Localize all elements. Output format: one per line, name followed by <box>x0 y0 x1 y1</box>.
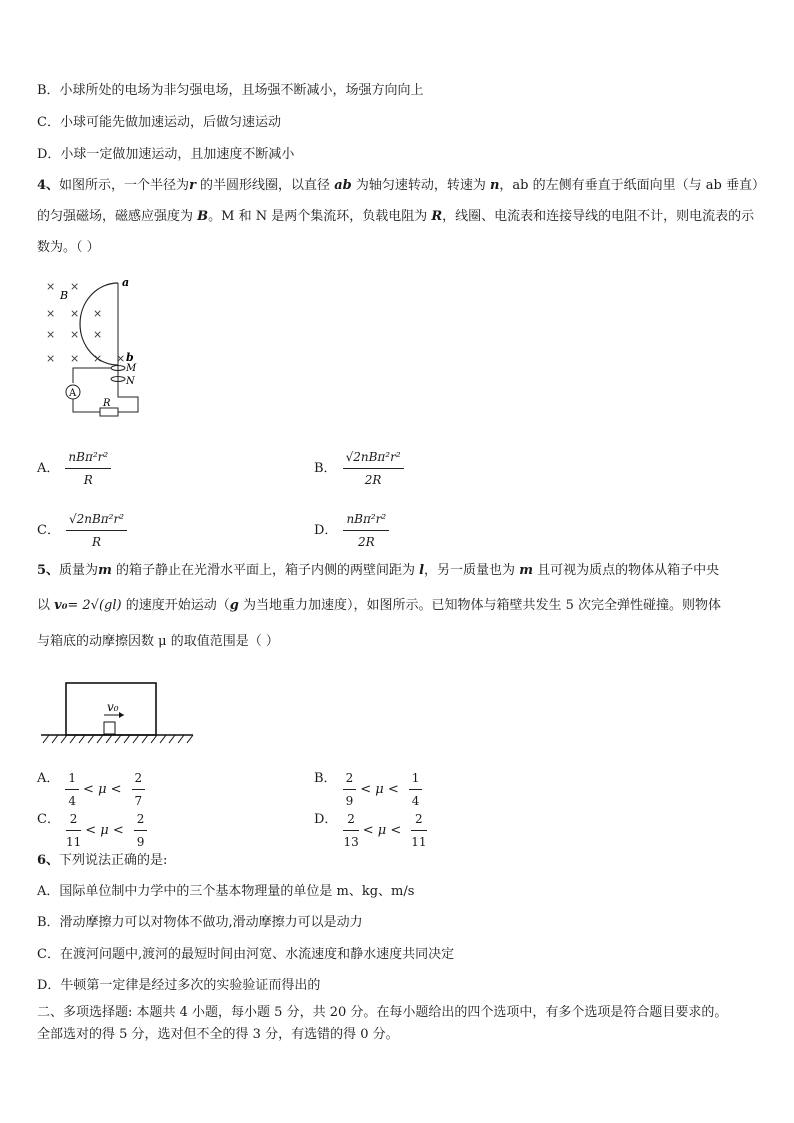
q6-option-c: C．在渡河问题中,渡河的最短时间由河宽、水流速度和静水速度共同决定 <box>37 947 455 962</box>
q6-stem: 6、下列说法正确的是: <box>37 853 168 868</box>
cross-mark: × <box>93 307 103 320</box>
cross-mark: × <box>116 352 126 365</box>
label-b: b <box>126 351 134 364</box>
section2-line1: 二、多项选择题: 本题共 4 小题，每小题 5 分，共 20 分。在每小题给出的四个选项中，有多个选项是符合题目要求的。 <box>37 1005 728 1020</box>
q4-figure <box>38 275 148 425</box>
label-N: N <box>126 376 135 387</box>
label-R: R <box>103 398 111 409</box>
label-B: B <box>60 289 69 302</box>
label-a: a <box>122 276 130 289</box>
cross-mark: × <box>70 328 80 341</box>
q4-option-d: D． $\frac{\text{nBπ²r²}}{2R}$ <box>314 509 389 552</box>
label-A: A <box>69 388 77 399</box>
label-M: M <box>126 363 137 374</box>
q3-option-c: C．小球可能先做加速运动，后做匀速运动 <box>37 115 281 130</box>
q4-number: 4、 <box>37 178 60 193</box>
cross-mark: × <box>46 352 56 365</box>
q6-option-b: B．滑动摩擦力可以对物体不做功,滑动摩擦力可以是动力 <box>37 915 363 930</box>
cross-mark: × <box>46 307 56 320</box>
q6-option-d: D．牛顿第一定律是经过多次的实验验证而得出的 <box>37 978 321 993</box>
q5-stem-line1: 5、质量为m 的箱子静止在光滑水平面上，箱子内侧的两壁间距为 l，另一质量也为 m 且可视为质点的物体从箱子中央 <box>37 563 720 578</box>
small-block <box>104 722 115 734</box>
q5-stem-line3: 与箱底的动摩擦因数 μ 的取值范围是（ ） <box>37 634 279 649</box>
cross-mark: × <box>46 328 56 341</box>
q5-figure <box>38 678 196 746</box>
cross-mark: × <box>70 352 80 365</box>
v0-label: v₀ <box>107 700 119 714</box>
cross-mark: × <box>93 328 103 341</box>
q4-option-a: A． $\frac{\text{nBπ²r²}}{R}$ <box>37 447 111 490</box>
q3-option-b: B．小球所处的电场为非匀强电场，且场强不断减小，场强方向向上 <box>37 83 424 98</box>
section2-line2: 全部选对的得 5 分，选对但不全的得 3 分，有选错的得 0 分。 <box>37 1027 399 1042</box>
cross-mark: × <box>70 307 80 320</box>
q5-option-b: B． $\frac{2}{9}$ < μ < $\frac{1}{4}$ <box>314 768 422 811</box>
q5-number: 5、 <box>37 563 60 578</box>
q5-option-a: A． $\frac{1}{4}$ < μ < $\frac{2}{7}$ <box>37 768 145 811</box>
q4-option-c: C． $\frac{\text{√2nBπ²r²}}{R}$ <box>37 509 127 552</box>
resistor <box>100 408 118 416</box>
q5-stem-line2: 以 v₀= 2√(gl) 的速度开始运动（g 为当地重力加速度），如图所示。已知物体与箱壁共发生 5 次完全弹性碰撞。则物体 <box>37 598 721 613</box>
q4-stem: 4、如图所示，一个半径为r 的半圆形线圈，以直径 ab 为轴匀速转动，转速为 n，ab 的左侧有垂直于纸面向里（与 ab 垂直）的匀强磁场，磁感应强度为 B。M 和 N 是两个集流环，负载电阻为 R，线圈、电流表和连接导线的电阻不计，则电流表的示数为。（ ） <box>37 178 759 255</box>
cross-mark: × <box>93 352 103 365</box>
q3-option-d: D．小球一定做加速运动，且加速度不断减小 <box>37 147 295 162</box>
cross-mark: × <box>46 280 56 293</box>
q5-option-d: D． $\frac{2}{13}$ < μ < $\frac{2}{11}$ <box>314 809 427 852</box>
cross-mark: × <box>70 280 80 293</box>
q4-option-b: B． $\frac{\text{√2nBπ²r²}}{2R}$ <box>314 447 404 490</box>
q6-option-a: A．国际单位制中力学中的三个基本物理量的单位是 m、kg、m/s <box>37 884 415 899</box>
q5-option-c: C． $\frac{2}{11}$ < μ < $\frac{2}{9}$ <box>37 809 147 852</box>
